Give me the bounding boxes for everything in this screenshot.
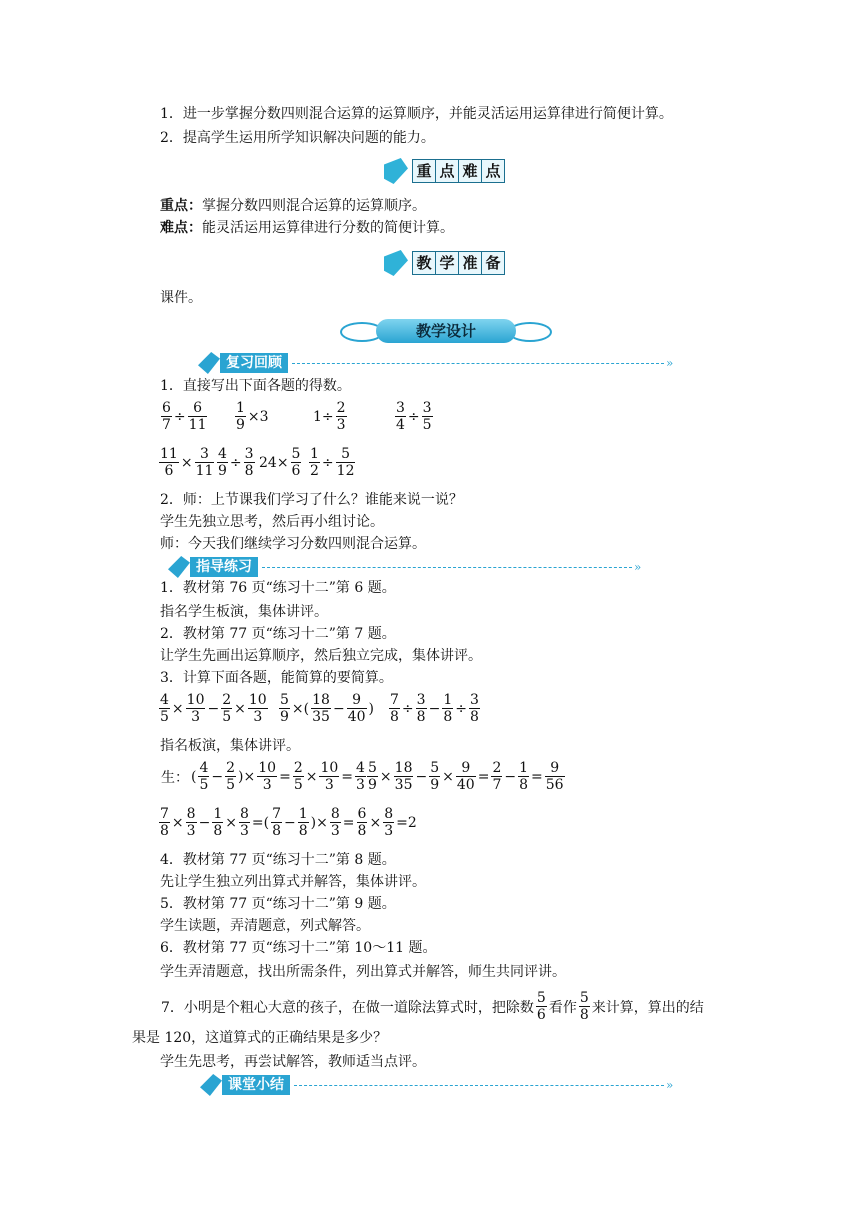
practice-12: 学生弄清题意，找出所需条件，列出算式并解答，师生共同评讲。 [160, 964, 566, 980]
goal-1: 1．进一步掌握分数四则混合运算的运算顺序，并能灵活运用运算律进行简便计算。 [160, 106, 673, 122]
expr: $\frac{6}{7}$ ÷ $\frac{6}{11}$ [162, 400, 207, 433]
key-difficulty-header: 重 点 难 点 [384, 158, 505, 184]
practice-11: 6．教材第 77 页“练习十二”第 10～11 题。 [160, 940, 437, 956]
review-3: 学生先独立思考，然后再小组讨论。 [160, 514, 384, 530]
double-arrow-icon: » [666, 1078, 674, 1092]
practice-7: 4．教材第 77 页“练习十二”第 8 题。 [160, 852, 396, 868]
book-icon [384, 250, 408, 276]
key-point: 重点：掌握分数四则混合运算的运算顺序。 [160, 198, 426, 214]
expr: 1÷ $\frac{2}{3}$ [313, 400, 346, 433]
review-4: 师：今天我们继续学习分数四则混合运算。 [160, 536, 426, 552]
expr: $\frac{11}{6}$ × $\frac{3}{11}$ [160, 446, 214, 479]
expr: $\frac{1}{2}$ ÷ $\frac{5}{12}$ [310, 446, 355, 479]
practice-6: 指名板演，集体讲评。 [160, 738, 300, 754]
practice-10: 学生读题，弄清题意，列式解答。 [160, 918, 370, 934]
expr: $\frac{4}{9}$ ÷ $\frac{3}{8}$ [218, 446, 254, 479]
expr: $\frac{5}{9}$ × $\frac{18}{35}$ − $\frac{5}{9}$ × $\frac{9}{40}$ = $\frac{2}{7}$ − $\frac{1}{8}$ = $\frac{9}{56}$ [368, 760, 564, 793]
practice-13: 7．小明是个粗心大意的孩子，在做一道除法算式时，把除数 $\frac{5}{6}$ 看作 $\frac{5}{8}$ 来计算，算出的结 [161, 990, 704, 1023]
double-arrow-icon: » [634, 560, 642, 574]
double-arrow-icon: » [666, 356, 674, 370]
expr: 24× $\frac{5}{6}$ [259, 446, 301, 479]
goal-2: 2．提高学生运用所学知识解决问题的能力。 [160, 130, 435, 146]
review-header: 复习回顾 » [198, 352, 673, 374]
expr: $\frac{7}{8}$ ÷ $\frac{3}{8}$ − $\frac{1}{8}$ ÷ $\frac{3}{8}$ [390, 692, 479, 725]
review-1: 1．直接写出下面各题的得数。 [160, 378, 351, 394]
practice-9: 5．教材第 77 页“练习十二”第 9 题。 [160, 896, 396, 912]
prep-text: 课件。 [160, 290, 202, 306]
practice-15: 学生先思考，再尝试解答，教师适当点评。 [160, 1054, 426, 1070]
book-icon [198, 352, 220, 374]
practice-4: 让学生先画出运算顺序，然后独立完成，集体讲评。 [160, 648, 482, 664]
practice-8: 先让学生独立列出算式并解答，集体讲评。 [160, 874, 426, 890]
practice-14: 果是 120，这道算式的正确结果是多少？ [132, 1030, 388, 1046]
expr: $\frac{5}{9}$ ×( $\frac{18}{35}$ − $\frac{9}{40}$ ) [280, 692, 374, 725]
practice-2: 指名学生板演，集体讲评。 [160, 604, 328, 620]
difficulty-point: 难点：能灵活运用运算律进行分数的简便计算。 [160, 220, 454, 236]
expr: $\frac{1}{9}$ ×3 [236, 400, 269, 433]
expr: $\frac{3}{4}$ ÷ $\frac{3}{5}$ [396, 400, 432, 433]
expr: $\frac{7}{8}$ × $\frac{8}{3}$ − $\frac{1}{8}$ × $\frac{8}{3}$ =( $\frac{7}{8}$ − $\frac{1}{8}$ )× $\frac{8}{3}$ = $\frac{6}{8}$ × $\frac{8}{3}$ =2 [160, 806, 417, 839]
book-icon [384, 158, 408, 184]
expr: 生： ( $\frac{4}{5}$ − $\frac{2}{5}$ )× $\frac{10}{3}$ = $\frac{2}{5}$ × $\frac{10}{3}$ = $\frac{4}{3}$ [161, 760, 365, 793]
book-icon [168, 556, 190, 578]
review-2: 2．师：上节课我们学习了什么？谁能来说一说？ [160, 492, 463, 508]
prep-header: 教 学 准 备 [384, 250, 505, 276]
expr: $\frac{4}{5}$ × $\frac{10}{3}$ − $\frac{2}{5}$ × $\frac{10}{3}$ [160, 692, 267, 725]
practice-header: 指导练习 » [168, 556, 641, 578]
design-banner: 教学设计 [340, 316, 552, 346]
summary-header: 课堂小结 » [200, 1074, 673, 1096]
practice-5: 3．计算下面各题，能简算的要简算。 [160, 670, 393, 686]
practice-3: 2．教材第 77 页“练习十二”第 7 题。 [160, 626, 396, 642]
book-icon [200, 1074, 222, 1096]
practice-1: 1．教材第 76 页“练习十二”第 6 题。 [160, 580, 396, 596]
